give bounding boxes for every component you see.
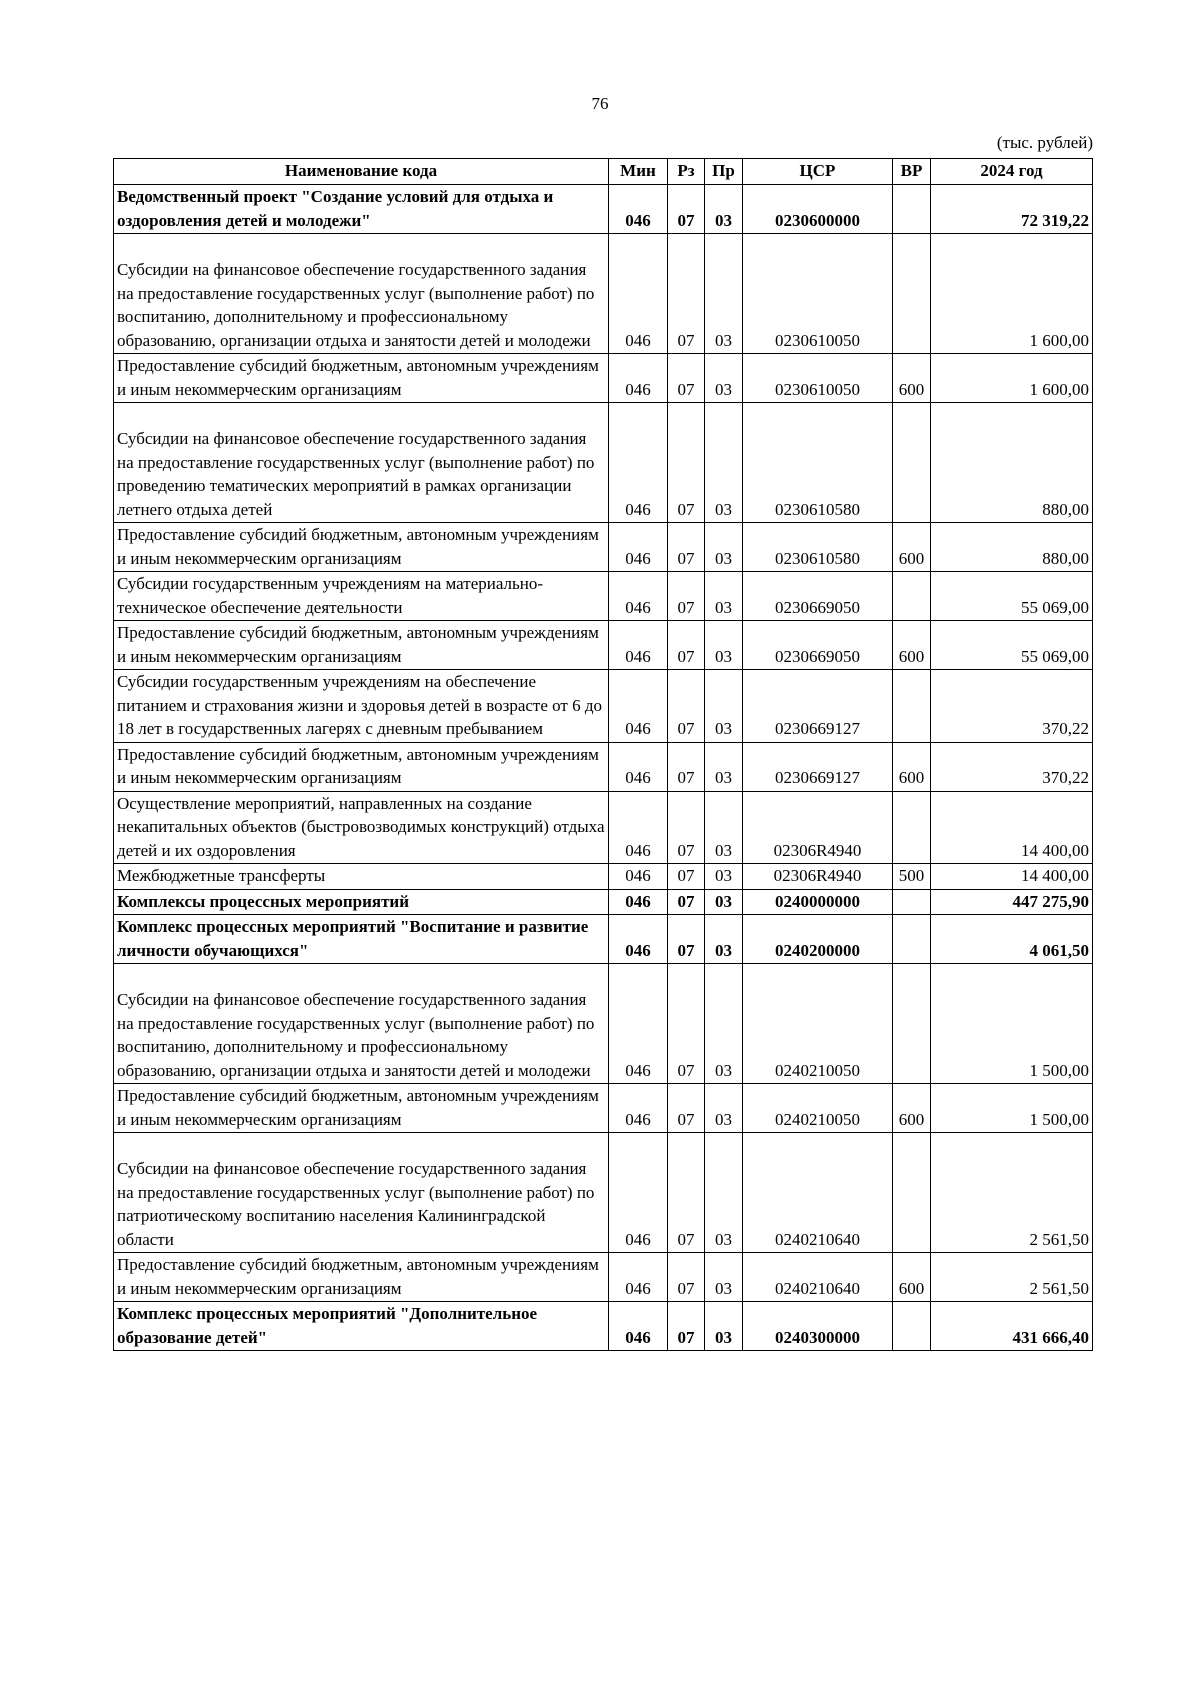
cell-rz: 07 (668, 1302, 705, 1351)
cell-name: Предоставление субсидий бюджетным, автономным учреждениям и иным некоммерческим организациям (114, 621, 609, 670)
table-row (114, 1302, 1093, 1351)
cell-amount: 2 561,50 (931, 1253, 1093, 1302)
cell-min: 046 (609, 1253, 668, 1302)
cell-pr: 03 (705, 185, 743, 234)
units-label: (тыс. рублей) (996, 133, 1093, 152)
cell-name: Осуществление мероприятий, направленных на создание некапитальных объектов (быстровозводимых конструкций) отдыха детей и их оздоровления (114, 791, 609, 864)
header-min: Мин (609, 159, 668, 185)
cell-min: 046 (609, 1302, 668, 1351)
cell-pr: 03 (705, 1133, 743, 1253)
cell-amount: 55 069,00 (931, 572, 1093, 621)
cell-pr: 03 (705, 1302, 743, 1351)
table-row (114, 354, 1093, 403)
cell-name: Предоставление субсидий бюджетным, автономным учреждениям и иным некоммерческим организациям (114, 1253, 609, 1302)
cell-amount: 370,22 (931, 742, 1093, 791)
cell-name: Субсидии государственным учреждениям на обеспечение питанием и страхования жизни и здоровья детей в возрасте от 6 до 18 лет в государственных лагерях с дневным пребыванием (114, 670, 609, 743)
cell-rz: 07 (668, 185, 705, 234)
cell-min: 046 (609, 889, 668, 915)
header-rz: Рз (668, 159, 705, 185)
cell-min: 046 (609, 1133, 668, 1253)
cell-csr: 0230600000 (743, 185, 893, 234)
cell-pr: 03 (705, 964, 743, 1084)
cell-pr: 03 (705, 354, 743, 403)
table-row (114, 523, 1093, 572)
table-row (114, 621, 1093, 670)
cell-vr (893, 915, 931, 964)
header-pr: Пр (705, 159, 743, 185)
table-row (114, 1084, 1093, 1133)
cell-rz: 07 (668, 889, 705, 915)
cell-min: 046 (609, 915, 668, 964)
cell-vr (893, 1302, 931, 1351)
cell-name: Предоставление субсидий бюджетным, автономным учреждениям и иным некоммерческим организациям (114, 1084, 609, 1133)
cell-pr: 03 (705, 889, 743, 915)
cell-vr (893, 572, 931, 621)
cell-csr: 0240300000 (743, 1302, 893, 1351)
cell-pr: 03 (705, 915, 743, 964)
cell-amount: 2 561,50 (931, 1133, 1093, 1253)
cell-vr (893, 889, 931, 915)
cell-pr: 03 (705, 234, 743, 354)
cell-rz: 07 (668, 670, 705, 743)
table-row (114, 864, 1093, 890)
cell-vr (893, 670, 931, 743)
cell-amount: 447 275,90 (931, 889, 1093, 915)
cell-amount: 4 061,50 (931, 915, 1093, 964)
table-row (114, 791, 1093, 864)
cell-min: 046 (609, 1084, 668, 1133)
cell-min: 046 (609, 403, 668, 523)
table-row (114, 742, 1093, 791)
cell-amount: 1 600,00 (931, 354, 1093, 403)
cell-csr: 0230610050 (743, 354, 893, 403)
cell-vr: 600 (893, 742, 931, 791)
cell-vr: 600 (893, 1253, 931, 1302)
cell-rz: 07 (668, 1133, 705, 1253)
cell-name: Предоставление субсидий бюджетным, автономным учреждениям и иным некоммерческим организациям (114, 523, 609, 572)
cell-min: 046 (609, 523, 668, 572)
cell-pr: 03 (705, 670, 743, 743)
cell-name: Комплексы процессных мероприятий (114, 889, 609, 915)
header-csr: ЦСР (743, 159, 893, 185)
cell-amount: 880,00 (931, 403, 1093, 523)
cell-pr: 03 (705, 523, 743, 572)
table-row (114, 670, 1093, 743)
cell-name: Субсидии на финансовое обеспечение государственного задания на предоставление государственных услуг (выполнение работ) по воспитанию, дополнительному и профессиональному образованию, организации отдыха и занятости детей и молодежи (114, 234, 609, 354)
budget-table (113, 158, 1093, 1351)
cell-amount: 880,00 (931, 523, 1093, 572)
table-row (114, 964, 1093, 1084)
cell-rz: 07 (668, 742, 705, 791)
cell-min: 046 (609, 864, 668, 890)
header-amount: 2024 год (931, 159, 1093, 185)
cell-rz: 07 (668, 403, 705, 523)
cell-csr: 0240000000 (743, 889, 893, 915)
cell-csr: 0230610580 (743, 523, 893, 572)
cell-amount: 431 666,40 (931, 1302, 1093, 1351)
cell-name: Комплекс процессных мероприятий "Дополнительное образование детей" (114, 1302, 609, 1351)
cell-csr: 0230610050 (743, 234, 893, 354)
cell-csr: 0240210640 (743, 1253, 893, 1302)
cell-rz: 07 (668, 1084, 705, 1133)
cell-csr: 0230669127 (743, 670, 893, 743)
cell-name: Межбюджетные трансферты (114, 864, 609, 890)
cell-vr: 500 (893, 864, 931, 890)
cell-vr (893, 1133, 931, 1253)
cell-vr (893, 791, 931, 864)
cell-min: 046 (609, 742, 668, 791)
cell-name: Субсидии государственным учреждениям на материально-техническое обеспечение деятельности (114, 572, 609, 621)
cell-min: 046 (609, 621, 668, 670)
cell-pr: 03 (705, 621, 743, 670)
cell-amount: 14 400,00 (931, 864, 1093, 890)
header-name: Наименование кода (114, 159, 609, 185)
cell-rz: 07 (668, 915, 705, 964)
cell-pr: 03 (705, 791, 743, 864)
table-row (114, 1253, 1093, 1302)
cell-csr: 02306R4940 (743, 791, 893, 864)
cell-pr: 03 (705, 1253, 743, 1302)
cell-name: Субсидии на финансовое обеспечение государственного задания на предоставление государственных услуг (выполнение работ) по проведению тематических мероприятий в рамках организации летнего отдыха детей (114, 403, 609, 523)
cell-rz: 07 (668, 572, 705, 621)
cell-name: Ведомственный проект "Создание условий для отдыха и оздоровления детей и молодежи" (114, 185, 609, 234)
cell-rz: 07 (668, 523, 705, 572)
cell-csr: 0230669127 (743, 742, 893, 791)
cell-rz: 07 (668, 964, 705, 1084)
header-vr: ВР (893, 159, 931, 185)
cell-pr: 03 (705, 864, 743, 890)
cell-vr: 600 (893, 1084, 931, 1133)
cell-vr: 600 (893, 621, 931, 670)
cell-vr: 600 (893, 523, 931, 572)
cell-name: Предоставление субсидий бюджетным, автономным учреждениям и иным некоммерческим организациям (114, 354, 609, 403)
cell-min: 046 (609, 185, 668, 234)
cell-min: 046 (609, 234, 668, 354)
cell-name: Субсидии на финансовое обеспечение государственного задания на предоставление государственных услуг (выполнение работ) по воспитанию, дополнительному и профессиональному образованию, организации отдыха и занятости детей и молодежи (114, 964, 609, 1084)
cell-vr: 600 (893, 354, 931, 403)
cell-rz: 07 (668, 864, 705, 890)
cell-min: 046 (609, 791, 668, 864)
cell-rz: 07 (668, 621, 705, 670)
cell-rz: 07 (668, 1253, 705, 1302)
cell-csr: 0230610580 (743, 403, 893, 523)
cell-vr (893, 185, 931, 234)
cell-amount: 1 500,00 (931, 1084, 1093, 1133)
cell-rz: 07 (668, 354, 705, 403)
cell-vr (893, 234, 931, 354)
cell-csr: 0240210640 (743, 1133, 893, 1253)
table-row (114, 572, 1093, 621)
table-row (114, 915, 1093, 964)
cell-amount: 1 500,00 (931, 964, 1093, 1084)
table-header-row (114, 159, 1093, 185)
table-body (114, 185, 1093, 1351)
cell-min: 046 (609, 670, 668, 743)
cell-csr: 0240200000 (743, 915, 893, 964)
page-number: 76 (591, 94, 609, 113)
table-row (114, 889, 1093, 915)
cell-pr: 03 (705, 403, 743, 523)
cell-name: Субсидии на финансовое обеспечение государственного задания на предоставление государственных услуг (выполнение работ) по патриотическому воспитанию населения Калининградской области (114, 1133, 609, 1253)
cell-csr: 0240210050 (743, 1084, 893, 1133)
cell-pr: 03 (705, 572, 743, 621)
cell-csr: 02306R4940 (743, 864, 893, 890)
cell-name: Предоставление субсидий бюджетным, автономным учреждениям и иным некоммерческим организациям (114, 742, 609, 791)
cell-min: 046 (609, 964, 668, 1084)
table-row (114, 403, 1093, 523)
cell-csr: 0230669050 (743, 621, 893, 670)
cell-amount: 370,22 (931, 670, 1093, 743)
table-row (114, 234, 1093, 354)
cell-pr: 03 (705, 1084, 743, 1133)
cell-csr: 0240210050 (743, 964, 893, 1084)
cell-rz: 07 (668, 234, 705, 354)
cell-amount: 55 069,00 (931, 621, 1093, 670)
cell-amount: 1 600,00 (931, 234, 1093, 354)
cell-rz: 07 (668, 791, 705, 864)
cell-amount: 72 319,22 (931, 185, 1093, 234)
cell-name: Комплекс процессных мероприятий "Воспитание и развитие личности обучающихся" (114, 915, 609, 964)
cell-amount: 14 400,00 (931, 791, 1093, 864)
cell-min: 046 (609, 354, 668, 403)
cell-min: 046 (609, 572, 668, 621)
table-row (114, 185, 1093, 234)
cell-vr (893, 403, 931, 523)
table-row (114, 1133, 1093, 1253)
cell-csr: 0230669050 (743, 572, 893, 621)
cell-pr: 03 (705, 742, 743, 791)
cell-vr (893, 964, 931, 1084)
